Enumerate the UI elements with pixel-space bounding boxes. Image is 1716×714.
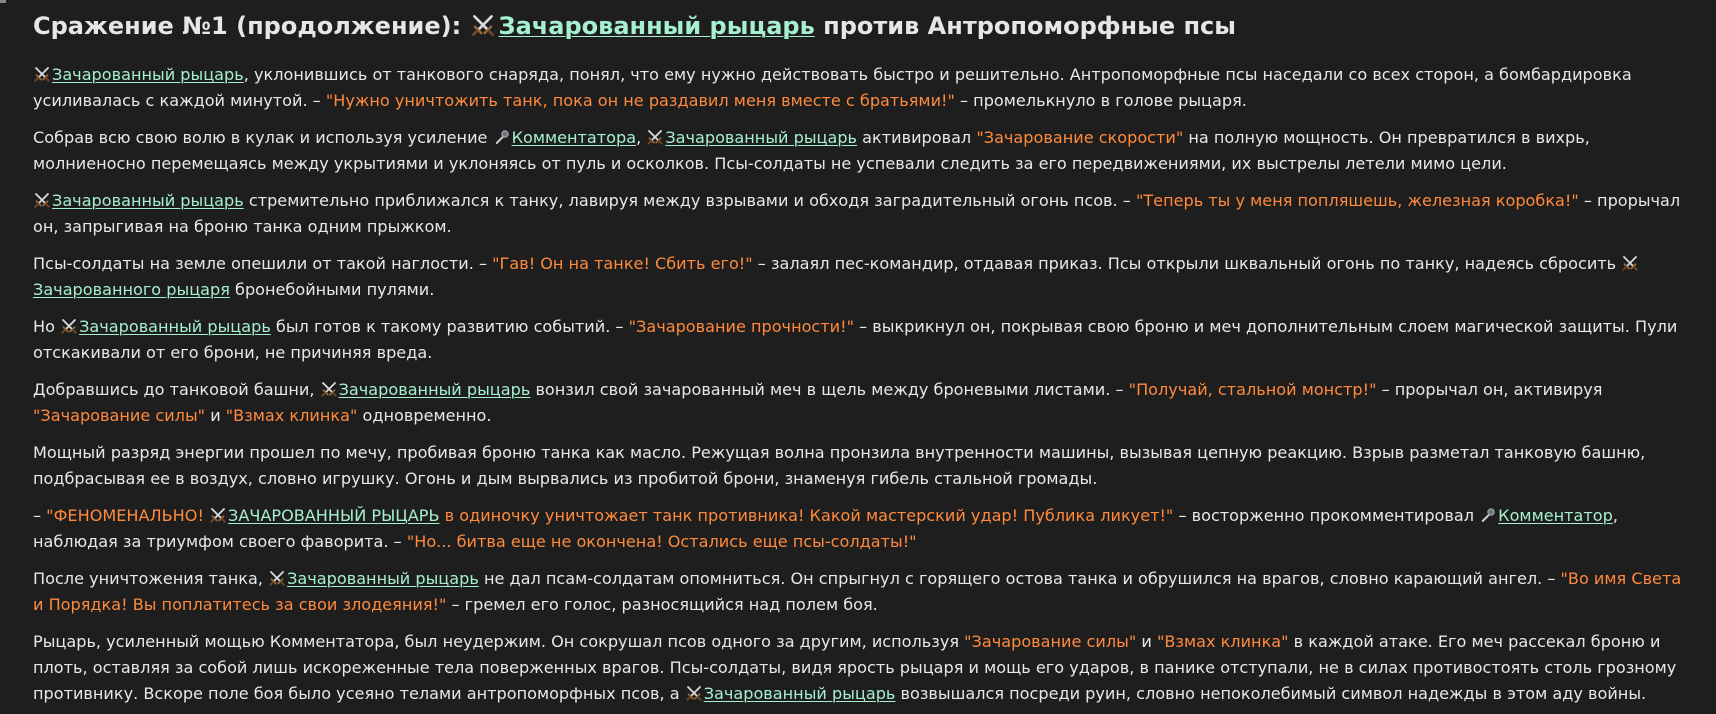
- story-paragraph: [33, 503, 1696, 555]
- quote-text: "Зачарование силы": [33, 406, 206, 425]
- narration-text: активировал: [857, 128, 977, 147]
- battle-title-suffix: против Антропоморфные псы: [814, 12, 1236, 40]
- quote-text: "Зачарование силы": [964, 632, 1137, 651]
- quote-text: в одиночку уничтожает танк противника! Какой мастерский удар! Публика ликует!": [439, 506, 1174, 525]
- narration-text: – восторженно прокомментировал: [1173, 506, 1480, 525]
- window-corner-mark: [0, 0, 6, 3]
- battle-title-prefix: Сражение №1 (продолжение):: [33, 12, 470, 40]
- narration-text: Добравшись до танковой башни,: [33, 380, 320, 399]
- knight-link[interactable]: Зачарованный рыцарь: [287, 569, 479, 588]
- quote-text: "Нужно уничтожить танк, пока он не раздавил меня вместе с братьями!": [325, 91, 955, 110]
- narration-text: не дал псам-солдатам опомниться. Он спрыгнул с горящего остова танка и обрушился на врагов, словно карающий ангел. –: [478, 569, 1561, 588]
- narration-text: и: [1136, 632, 1157, 651]
- crossed-swords-icon: [33, 191, 51, 209]
- narration-text: – промелькнуло в голове рыцаря.: [954, 91, 1247, 110]
- quote-text: "Взмах клинка": [225, 406, 358, 425]
- quote-text: "Зачарование прочности!": [628, 317, 854, 336]
- knight-link[interactable]: Зачарованный рыцарь: [703, 684, 896, 703]
- quote-text: "Теперь ты у меня попляшешь, железная коробка!": [1135, 191, 1579, 210]
- knight-title-link[interactable]: Зачарованный рыцарь: [498, 12, 815, 40]
- narration-text: был готов к такому развитию событий. –: [270, 317, 629, 336]
- quote-text: "ФЕНОМЕНАЛЬНО!: [46, 506, 210, 525]
- narration-text: , наблюдая за триумфом своего фаворита. –: [33, 506, 1618, 551]
- crossed-swords-icon: [1621, 254, 1639, 272]
- crossed-swords-icon: [470, 12, 496, 38]
- battle-title: [33, 8, 1696, 44]
- crossed-swords-icon: [268, 569, 286, 587]
- crossed-swords-icon: [320, 380, 338, 398]
- narration-text: ,: [636, 128, 647, 147]
- crossed-swords-icon: [685, 684, 703, 702]
- narration-text: Мощный разряд энергии прошел по мечу, пробивая броню танка как масло. Режущая волна пронзила внутренности машины, вызывая цепную реакцию. Взрыв разметал танковую башню, подбрасывая ее в воздух, словно игрушку. Огонь и дым вырвались из пробитой брони, знаменуя гибель стальной громады.: [33, 443, 1646, 488]
- knight-link[interactable]: Зачарованного рыцаря: [33, 280, 230, 299]
- story-paragraph: [33, 629, 1696, 707]
- knight-link[interactable]: Зачарованный рыцарь: [52, 65, 244, 84]
- narration-text: После уничтожения танка,: [33, 569, 269, 588]
- narration-text: Но: [33, 317, 61, 336]
- story-paragraph: [33, 377, 1696, 429]
- commentator-link[interactable]: Комментатора: [511, 128, 637, 147]
- narration-text: Собрав всю свою волю в кулак и используя усиление: [33, 128, 493, 147]
- narration-text: одновременно.: [357, 406, 492, 425]
- narration-text: и: [205, 406, 226, 425]
- narration-text: , уклонившись от танкового снаряда, понял, что ему нужно действовать быстро и решительно. Антропоморфные псы наседали со всех сторон, а бомбардировка усиливалась с каждой минутой. –: [33, 65, 1632, 110]
- narration-text: возвышался посреди руин, словно непоколебимый символ надежды в этом аду войны.: [895, 684, 1647, 703]
- narration-text: – выкрикнул он, покрывая свою броню и меч дополнительным слоем магической защиты. Пули отскакивали от его брони, не причиняя вреда.: [33, 317, 1678, 362]
- quote-text: "Во имя Света и Порядка! Вы поплатитесь за свои злодеяния!": [33, 569, 1682, 614]
- narration-text: Псы-солдаты на земле опешили от такой наглости. –: [33, 254, 493, 273]
- quote-text: "Гав! Он на танке! Сбить его!": [492, 254, 753, 273]
- story-paragraph: [33, 440, 1696, 492]
- story-paragraph: [33, 251, 1696, 303]
- knight-link[interactable]: ЗАЧАРОВАННЫЙ РЫЦАРЬ: [228, 506, 440, 525]
- story-paragraph: [33, 125, 1696, 177]
- quote-text: "Взмах клинка": [1156, 632, 1289, 651]
- knight-link[interactable]: Зачарованный рыцарь: [79, 317, 271, 336]
- crossed-swords-icon: [209, 506, 227, 524]
- quote-text: "Получай, стальной монстр!": [1128, 380, 1377, 399]
- commentator-link[interactable]: Комментатор: [1498, 506, 1613, 525]
- knight-link[interactable]: Зачарованный рыцарь: [665, 128, 858, 147]
- narration-text: в каждой атаке. Его меч рассекал броню и плоть, оставляя за собой лишь искореженные тела поверженных врагов. Псы-солдаты, видя ярость рыцаря и мощь его ударов, в панике отступали, не в силах противостоять столь грозному противнику. Вскоре поле боя было усеяно телами антропоморфных псов, а: [33, 632, 1677, 703]
- narration-text: –: [33, 506, 47, 525]
- narration-text: – прорычал он, активируя: [1376, 380, 1603, 399]
- knight-link[interactable]: Зачарованный рыцарь: [338, 380, 531, 399]
- narration-text: бронебойными пулями.: [229, 280, 435, 299]
- story-paragraph: [33, 314, 1696, 366]
- story-paragraph: [33, 188, 1696, 240]
- narration-text: – гремел его голос, разносящийся над полем боя.: [446, 595, 878, 614]
- microphone-icon: [1479, 506, 1497, 524]
- narration-text: Рыцарь, усиленный мощью Комментатора, был неудержим. Он сокрушал псов одного за другим, используя: [33, 632, 965, 651]
- narration-text: стремительно приближался к танку, лавируя между взрывами и обходя заградительный огонь псов. –: [243, 191, 1136, 210]
- quote-text: "Но... битва еще не окончена! Остались еще псы-солдаты!": [406, 532, 917, 551]
- story-paragraph: [33, 566, 1696, 618]
- narration-text: – прорычал он, запрыгивая на броню танка одним прыжком.: [33, 191, 1681, 236]
- crossed-swords-icon: [33, 65, 51, 83]
- narration-text: – залаял пес-командир, отдавая приказ. Псы открыли шквальный огонь по танку, надеясь сбросить: [752, 254, 1622, 273]
- story-body: [33, 62, 1696, 707]
- crossed-swords-icon: [646, 128, 664, 146]
- narration-text: на полную мощность. Он превратился в вихрь, молниеносно перемещаясь между укрытиями и уклоняясь от пуль и осколков. Псы-солдаты не успевали следить за его передвижениями, их выстрелы летели мимо цели.: [33, 128, 1590, 173]
- narration-text: вонзил свой зачарованный меч в щель между броневыми листами. –: [530, 380, 1129, 399]
- crossed-swords-icon: [60, 317, 78, 335]
- story-paragraph: [33, 62, 1696, 114]
- knight-link[interactable]: Зачарованный рыцарь: [52, 191, 244, 210]
- quote-text: "Зачарование скорости": [976, 128, 1184, 147]
- microphone-icon: [493, 128, 511, 146]
